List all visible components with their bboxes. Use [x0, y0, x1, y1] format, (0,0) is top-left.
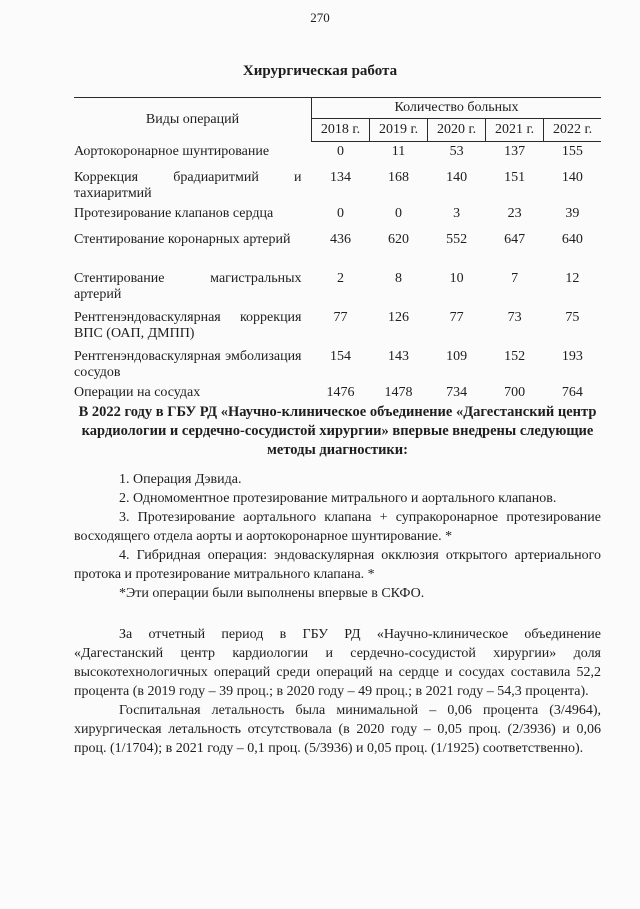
- year-header-2018: 2018 г.: [312, 119, 370, 142]
- count-cell: 143: [388, 349, 410, 364]
- operation-name: Операции на сосудах: [74, 385, 201, 400]
- count-cell: 134: [330, 170, 352, 185]
- count-cell: 151: [504, 170, 526, 185]
- count-cell: 155: [561, 144, 583, 159]
- count-cell: 764: [561, 385, 583, 400]
- operation-name: Рентгенэндоваскулярная эмболизация сосудов: [74, 349, 302, 380]
- operation-name: Стентирование коронарных артерий: [74, 232, 291, 247]
- patient-count-header: Количество больных: [312, 98, 602, 119]
- operation-name: Коррекция брадиаритмий и тахиаритмий: [74, 170, 302, 201]
- count-cell: 11: [391, 144, 406, 159]
- count-cell: 640: [561, 232, 583, 247]
- summary-paragraph: За отчетный период в ГБУ РД «Научно-клиническое объединение «Дагестанский центр кардиологии и сердечно-сосудистой хирургии» доля высокотехнологичных операций среди операций на сердце и сосудах составила 52,2 процента (в 2019 году – 39 проц.; в 2020 году – 49 проц.; в 2021 году – 54,3 процента).: [74, 627, 601, 699]
- table-row: [74, 204, 601, 227]
- count-cell: 109: [446, 349, 468, 364]
- count-cell: 12: [565, 271, 580, 286]
- count-cell: 2: [337, 271, 345, 286]
- count-cell: 23: [507, 206, 522, 221]
- count-cell: 8: [395, 271, 403, 286]
- count-cell: 152: [504, 349, 526, 364]
- count-cell: 77: [333, 310, 348, 325]
- count-cell: 75: [565, 310, 580, 325]
- count-cell: 700: [504, 385, 526, 400]
- new-methods-heading: В 2022 году в ГБУ РД «Научно-клиническое объединение «Дагестанский центр кардиологии и сердечно-сосудистой хирургии» впервые внедрены следующие методы диагностики:: [78, 404, 597, 458]
- list-item: 4. Гибридная операция: эндоваскулярная окклюзия открытого артериального протока и протезирование митрального клапана. *: [74, 548, 601, 582]
- table-row: [74, 305, 601, 344]
- count-cell: 7: [511, 271, 519, 286]
- year-header-2022: 2022 г.: [544, 119, 601, 142]
- table-row: [74, 227, 601, 266]
- count-cell: 137: [504, 144, 526, 159]
- count-cell: 0: [337, 206, 345, 221]
- count-cell: 734: [446, 385, 468, 400]
- summary-text: [74, 625, 601, 758]
- count-cell: 193: [561, 349, 583, 364]
- count-cell: 0: [337, 144, 345, 159]
- operation-name: Рентгенэндоваскулярная коррекция ВПС (ОАП, ДМПП): [74, 310, 302, 341]
- count-cell: 10: [449, 271, 464, 286]
- count-cell: 647: [504, 232, 526, 247]
- page-number: 270: [310, 10, 330, 25]
- count-cell: 168: [388, 170, 410, 185]
- count-cell: 3: [453, 206, 461, 221]
- count-cell: 552: [446, 232, 468, 247]
- year-header-2021: 2021 г.: [486, 119, 544, 142]
- table-row: [74, 165, 601, 204]
- count-cell: 77: [449, 310, 464, 325]
- table-row: [74, 266, 601, 305]
- operation-type-header: Виды операций: [74, 98, 312, 142]
- operation-name: Стентирование магистральных артерий: [74, 271, 302, 302]
- year-header-2019: 2019 г.: [370, 119, 428, 142]
- list-item: 2. Одномоментное протезирование митрального и аортального клапанов.: [119, 491, 557, 506]
- count-cell: 73: [507, 310, 522, 325]
- list-item: 1. Операция Дэвида.: [119, 472, 242, 487]
- year-header-2020: 2020 г.: [428, 119, 486, 142]
- count-cell: 39: [565, 206, 580, 221]
- count-cell: 154: [330, 349, 352, 364]
- count-cell: 620: [388, 232, 410, 247]
- summary-paragraph: Госпитальная летальность была минимальной – 0,06 процента (3/4964), хирургическая летальность отсутствовала (в 2020 году – 0,05 проц. (2/3936) и 0,06 проц. (1/1704); в 2021 году – 0,1 проц. (5/3936) и 0,05 проц. (1/1925) соответственно).: [74, 703, 601, 756]
- table-row: [74, 344, 601, 383]
- count-cell: 140: [446, 170, 468, 185]
- section-title: Хирургическая работа: [242, 63, 398, 79]
- count-cell: 0: [395, 206, 403, 221]
- list-item: 3. Протезирование аортального клапана + супракоронарное протезирование восходящего отдела аорты и аортокоронарное шунтирование. *: [74, 510, 601, 544]
- new-methods-list: [74, 470, 601, 603]
- footnote: *Эти операции были выполнены впервые в СКФО.: [119, 586, 425, 601]
- operation-name: Протезирование клапанов сердца: [74, 206, 274, 221]
- count-cell: 53: [449, 144, 464, 159]
- count-cell: 1478: [384, 385, 413, 400]
- count-cell: 1476: [326, 385, 355, 400]
- operation-name: Аортокоронарное шунтирование: [74, 143, 270, 159]
- count-cell: 140: [561, 170, 583, 185]
- count-cell: 436: [330, 232, 352, 247]
- operations-table: [74, 97, 601, 406]
- count-cell: 126: [388, 310, 410, 325]
- table-row: [74, 142, 601, 166]
